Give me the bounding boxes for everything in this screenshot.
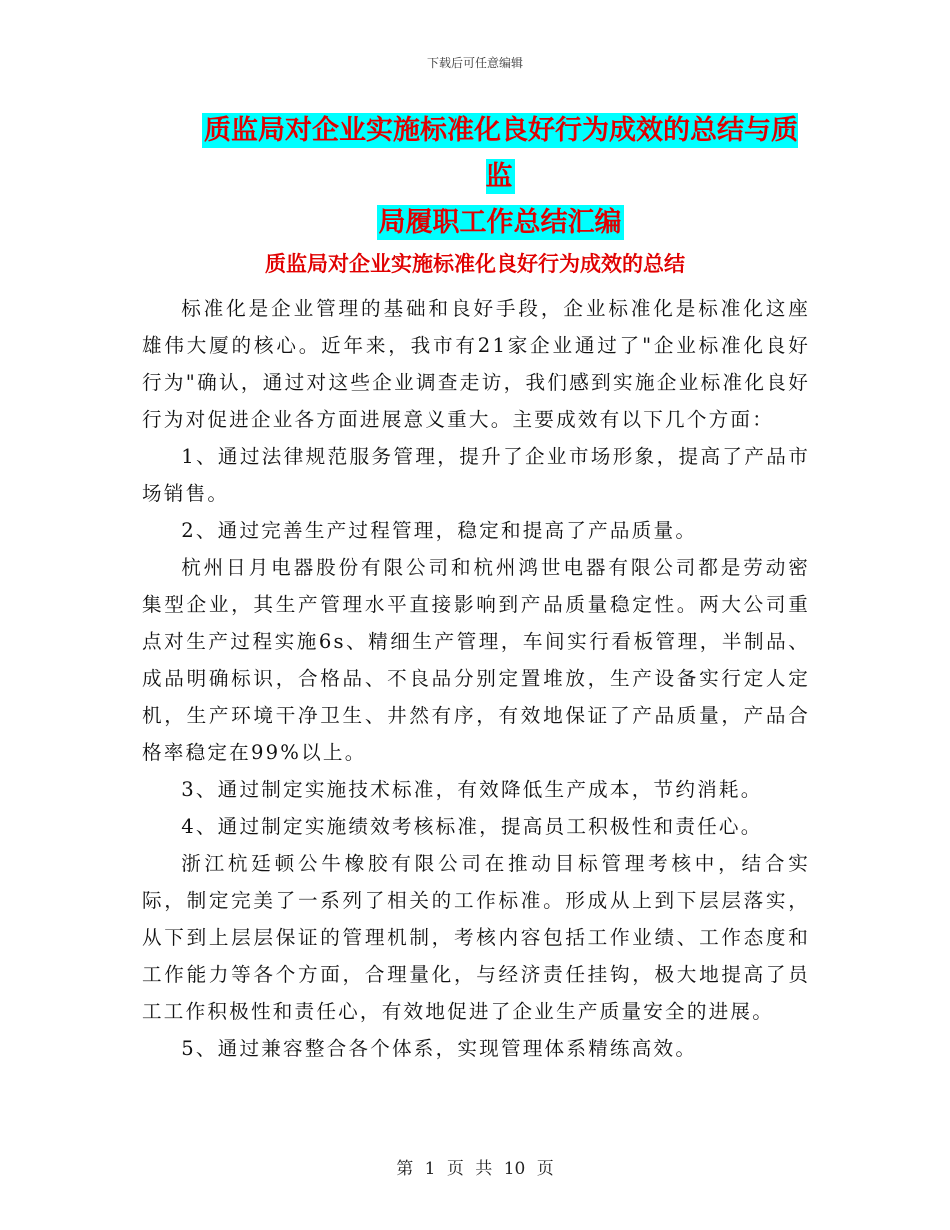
paragraph: 5、通过兼容整合各个体系，实现管理体系精练高效。 <box>181 1037 698 1060</box>
body-text <box>142 290 810 1067</box>
section-title: 质监局对企业实施标准化良好行为成效的总结 <box>265 252 685 276</box>
header-note: 下载后可任意编辑 <box>426 56 523 70</box>
document-title <box>190 108 810 246</box>
paragraph: 2、通过完善生产过程管理，稳定和提高了产品质量。 <box>181 519 698 542</box>
paragraph: 3、通过制定实施技术标准，有效降低生产成本，节约消耗。 <box>181 778 763 801</box>
paragraph: 1、通过法律规范服务管理，提升了企业市场形象，提高了产品市场销售。 <box>142 445 810 505</box>
paragraph: 4、通过制定实施绩效考核标准，提高员工积极性和责任心。 <box>181 815 763 838</box>
document-title-line-2: 局履职工作总结汇编 <box>378 207 622 238</box>
page-footer: 第 1 页 共 10 页 <box>396 1159 554 1179</box>
document-title-line-1: 质监局对企业实施标准化良好行为成效的总结与质监 <box>204 115 798 192</box>
paragraph: 标准化是企业管理的基础和良好手段，企业标准化是标准化这座雄伟大厦的核心。近年来，我市有21家企业通过了"企业标准化良好行为"确认，通过对这些企业调查走访，我们感到实施企业标准化良好行为对促进企业各方面进展意义重大。主要成效有以下几个方面： <box>142 297 810 431</box>
paragraph: 杭州日月电器股份有限公司和杭州鸿世电器有限公司都是劳动密集型企业，其生产管理水平直接影响到产品质量稳定性。两大公司重点对生产过程实施6s、精细生产管理，车间实行看板管理，半制品、成品明确标识，合格品、不良品分别定置堆放，生产设备实行定人定机，生产环境干净卫生、井然有序，有效地保证了产品质量，产品合格率稳定在99%以上。 <box>142 556 810 764</box>
paragraph: 浙江杭廷顿公牛橡胶有限公司在推动目标管理考核中，结合实际，制定完美了一系列了相关的工作标准。形成从上到下层层落实，从下到上层层保证的管理机制，考核内容包括工作业绩、工作态度和工作能力等各个方面，合理量化，与经济责任挂钩，极大地提高了员工工作积极性和责任心，有效地促进了企业生产质量安全的进展。 <box>142 852 810 1023</box>
